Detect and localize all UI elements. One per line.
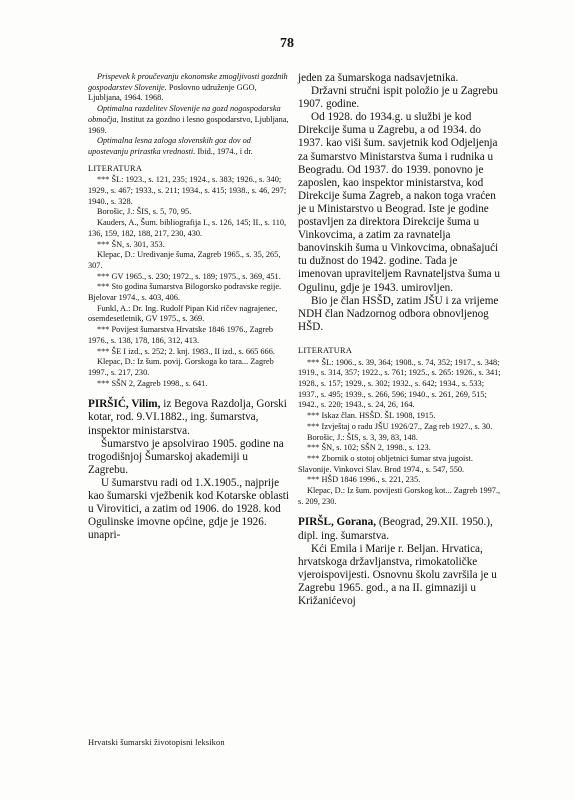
- reference-item: Borošic, J.: ŠIS, s. 5, 70, 95.: [97, 207, 192, 217]
- entry-paragraph: jeden za šumarskoga nadsavjetnika.: [298, 72, 459, 84]
- reference-item: Borošic, J.: ŠIS, s. 3, 39, 83, 148.: [307, 432, 418, 442]
- work-item: Prispevek k proučevanju ekonomske zmogljivosti gozdnih gospodarstev Slovenije. Poslovno udruženje GGO, Ljubljana, 1964. 1968.: [88, 72, 288, 103]
- entry-continuation: [298, 72, 504, 334]
- reference-item: *** ŠN, s. 301, 353.: [97, 239, 165, 249]
- right-column: [298, 72, 504, 608]
- reference-item: *** ŠL: 1906., s. 39, 364; 1908., s. 74, 352; 1917., s. 348; 1919., s. 314, 357; 1922., s. 761; 1925., s. 265: 1926., s. 341; 1928., s. 157; 1929., s. 302; 1932., s. 642; 1934., s. 533; 1937., s. 495; 1939., s. 266, 596; 1940., s. 261, 269, 515; 1942., s. 220; 1943., s. 24, 26, 164.: [298, 357, 501, 410]
- entry-paragraph: Šumarstvo je apsolvirao 1905. godine na trogodišnjoj Šumarskoj akademiji u Zagrebu.: [88, 437, 284, 476]
- entry-paragraph: Kći Emila i Marije r. Beljan. Hrvatica, hrvatskoga državljanstva, rimokatoličke vjeroispovijesti. Osnovnu školu završila je u Zagrebu 1965. god., a na II. gimnaziji u Križanićevoj: [298, 542, 497, 607]
- entry-intro: PIRŠIĆ, Vilim, iz Begova Razdolja, Gorski kotar, rod. 9.VI.1882., ing. šumarstva, inspektor ministarstva.: [88, 398, 287, 437]
- reference-item: *** SŠN 2, Zagreb 1998., s. 641.: [97, 378, 208, 388]
- entry-paragraph: U šumarstvu radi od 1.X.1905., najprije kao šumarski vježbenik kod Kotarske oblasti u Virovitici, a zatim od 1906. do 1928. kod Ogulinske imovne općine, gdje je 1926. unapri-: [88, 476, 290, 542]
- literatura-heading: LITERATURA: [88, 163, 143, 173]
- entry-pirsic: [88, 398, 290, 542]
- entry-paragraph: Od 1928. do 1934.g. u službi je kod Direkcije šuma u Zagrebu, a od 1934. do 1937. kao viši šum. savjetnik kod Odjeljenja za šumarstvo Ministarstva šuma i rudnika u Beogradu. Od 1937. do 1939. ponovno je zaposlen, kao inspektor ministarstva, kod Direkcije šuma Zagreb, a nakon toga vraćen je u Ministarstvo u Beograd. Iste je godine postavljen za direktora Direkcije šuma u Vinkovcima, a zatim za ravnatelja banovinskih šuma u Vinkovcima, obnašajući tu dužnost do 1942. godine. Tada je imenovan upraviteljem Ravnateljstva šuma u Ogulinu, gdje je 1943. umirovljen.: [298, 111, 500, 294]
- literatura-list: [88, 175, 290, 389]
- reference-item: *** Povijest šumarstva Hrvatske 1846 1976., Zagreb 1976., s. 138, 178, 186, 312, 413.: [88, 325, 274, 345]
- reference-item: *** Izvještaj o radu JŠU 1926/27., Zag reb 1927., s. 30.: [307, 421, 493, 431]
- reference-item: *** ŠL: 1923., s. 121, 235; 1924., s. 383; 1926., s. 340; 1929., s. 467; 1933., s. 211; 1934., s. 415; 1938., s. 46, 297; 1940., s. 328.: [88, 175, 287, 206]
- reference-item: *** ŠE I izd., s. 252; 2. knj. 1983., II izd., s. 665 666.: [97, 346, 275, 356]
- page-footer: Hrvatski šumarski životopisni leksikon: [88, 737, 225, 747]
- reference-item: *** Zbornik o stotoj obljetnici šumar stva jugoist. Slavonije. Vinkovci Slav. Brod 1974., s. 547, 550.: [298, 453, 473, 474]
- literatura-heading: LITERATURA: [298, 345, 353, 355]
- reference-item: Kauders, A., Šum. bibliografija I., s. 126, 145; II., s. 110, 136, 159, 182, 188, 217, 230, 430.: [88, 218, 287, 238]
- literatura-list: [298, 358, 504, 508]
- page-number: 78: [280, 36, 294, 51]
- reference-item: *** Iskaz član. HSŠD. ŠL 1908, 1915.: [307, 411, 436, 421]
- reference-item: *** GV 1965., s. 230; 1972., s. 189; 1975., s. 369, 451.: [97, 271, 281, 281]
- reference-item: *** ŠN, s. 102; SŠN 2, 1998., s. 123.: [307, 443, 431, 453]
- entry-headword: PIRŠL, Gorana,: [298, 516, 377, 529]
- works-list: [88, 72, 290, 158]
- entry-paragraph: Bio je član HSŠD, zatim JŠU i za vrijeme NDH član Nadzornog odbora obnovljenog HŠD.: [298, 294, 499, 333]
- reference-item: Klepac, D.: Uredivanje šuma, Zagreb 1965., s. 35, 265, 307.: [88, 250, 281, 270]
- work-item: Optimalna razdelitev Slovenije na gozd nogospodarska območja, Institut za gozdno i lesno gospodarstvo, Ljubljana, 1969.: [88, 104, 289, 135]
- reference-item: Klepac, D.: Iz šum. povij. Gorskoga ko tara... Zagreb 1997., s. 217, 230.: [88, 357, 274, 377]
- left-column: [88, 72, 290, 542]
- reference-item: *** Sto godina šumarstva Bilogorsko podravske regije. Bjelovar 1974., s. 403, 406.: [88, 282, 282, 303]
- entry-intro: PIRŠL, Gorana, (Beograd, 29.XII. 1950.), dipl. ing. šumarstva.: [298, 516, 493, 542]
- entry-pirsl: [298, 516, 504, 608]
- reference-item: Funkl, A.: Dr. Ing. Rudolf Pipan Kid ričev nagrajenec, osemdesetletnik, GV 1975., s. 369.: [88, 303, 278, 324]
- reference-item: Klepac, D.: Iz šum. povijesti Gorskog kot... Zagreb 1997., s. 209, 230.: [298, 486, 501, 506]
- reference-item: *** HŠD 1846 1996., s. 221, 235.: [307, 475, 421, 485]
- work-item: Optimalna lesna zaloga slovenskih goz dov od upostevanju prirastka vrednosti. Ibid., 1974., i dr.: [88, 136, 253, 156]
- entry-paragraph: Državni stručni ispit položio je u Zagrebu 1907. godine.: [298, 85, 499, 111]
- entry-headword: PIRŠIĆ, Vilim,: [88, 398, 161, 411]
